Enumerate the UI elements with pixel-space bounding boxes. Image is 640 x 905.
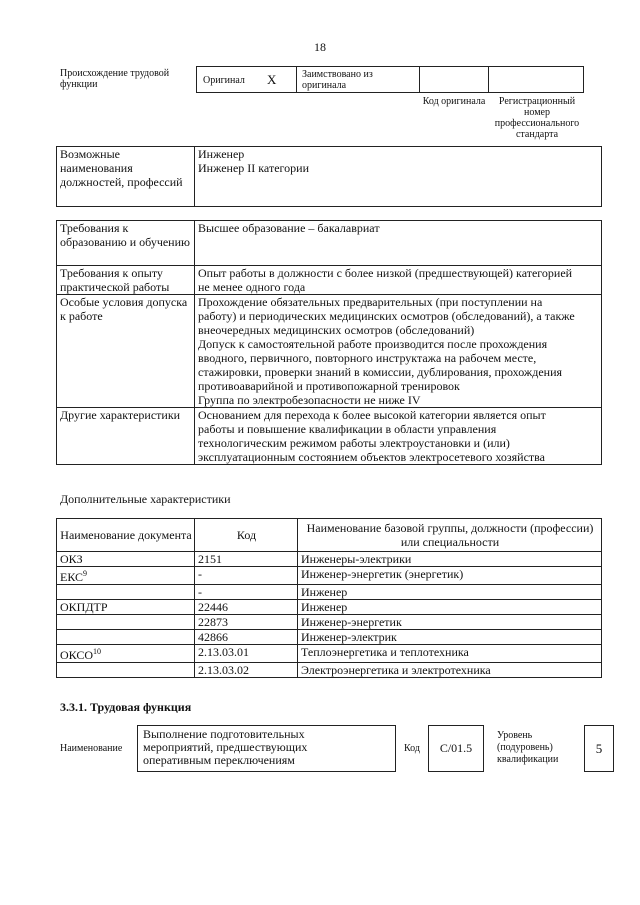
row-doc: ОКСО$^{10}$ [57, 645, 195, 663]
table-row [57, 585, 602, 600]
table-row [57, 567, 602, 585]
row-doc [57, 615, 195, 630]
original-label: Оригинал [203, 75, 245, 86]
req-experience-value: Опыт работы в должности с более низкой (предшествующей) категорией не менее одного года [195, 266, 602, 295]
level-value: 5 [584, 725, 614, 772]
row-code: - [195, 585, 298, 600]
req-other-value: Основанием для перехода к более высокой категории является опыт работы и повышение квалификации в области управления технологическим режимом работы электроустановки и (или) эксплуатационным состоянием объектов электросетевого хозяйства [195, 408, 602, 465]
additional-title: Дополнительные характеристики [60, 492, 231, 506]
section-heading: 3.3.1. Трудовая функция [60, 700, 192, 714]
reg-number-cell [488, 66, 584, 93]
table-row [57, 600, 602, 615]
row-name: Электроэнергетика и электротехника [298, 663, 602, 678]
code-original-cell [419, 66, 489, 93]
positions-values [195, 147, 602, 207]
table-row [57, 615, 602, 630]
row-doc [57, 630, 195, 645]
header-name: Наименование базовой группы, должности (профессии) или специальности [298, 519, 602, 552]
header-code: Код [195, 519, 298, 552]
original-mark: X [267, 72, 277, 87]
row-code: 22873 [195, 615, 298, 630]
row-name: Инженер [298, 585, 602, 600]
page-number: 18 [314, 40, 326, 54]
req-other-label: Другие характеристики [57, 408, 195, 465]
row-doc: ОКЗ [57, 552, 195, 567]
function-name-box [137, 725, 396, 772]
row-doc: ЕКС$^9$ [57, 567, 195, 585]
table-row [57, 645, 602, 663]
req-education-value: Высшее образование – бакалавриат [195, 221, 602, 266]
row-code: 2151 [195, 552, 298, 567]
header-doc: Наименование документа [57, 519, 195, 552]
row-name: Инженер-энергетик [298, 615, 602, 630]
req-special-value: Прохождение обязательных предварительных (при поступлении на работу) и периодических медицинских осмотров (обследований), а также внеочередных медицинских осмотров (обследований) Допуск к самостоятельной работе производится после прохождения вводного, первичного, повторного инструктажа на рабочем месте, стажировки, проверки знаний в комиссии, дублирования, прохождения противоаварийной и противопожарной тренировок Группа по электробезопасности не ниже IV [195, 295, 602, 408]
row-doc [57, 663, 195, 678]
row-code: 42866 [195, 630, 298, 645]
positions-label: Возможные наименования должностей, профессий [57, 147, 195, 207]
positions-table [56, 146, 602, 207]
function-name-line-2: мероприятий, предшествующих [143, 740, 308, 754]
row-name: Инженеры-электрики [298, 552, 602, 567]
borrowed-label: Заимствовано из оригинала [302, 69, 373, 91]
row-name: Инженер [298, 600, 602, 615]
function-name-line-3: оперативным переключениям [143, 753, 295, 767]
original-cell [196, 66, 297, 93]
req-special-label: Особые условия допуска к работе [57, 295, 195, 408]
row-code: 2.13.03.02 [195, 663, 298, 678]
requirements-table [56, 220, 602, 465]
reg-number-caption: Регистрационный номер профессионального стандарта [494, 96, 580, 140]
row-name: Теплоэнергетика и теплотехника [298, 645, 602, 663]
table-row [57, 663, 602, 678]
code-original-caption: Код оригинала [422, 96, 486, 107]
function-code-label: Код [404, 743, 420, 754]
position-1: Инженер [198, 147, 245, 161]
table-row [57, 630, 602, 645]
row-code: - [195, 567, 298, 585]
origin-label: Происхождение трудовой функции [60, 68, 170, 90]
table-row [57, 552, 602, 567]
position-2: Инженер II категории [198, 161, 309, 175]
req-experience-label: Требования к опыту практической работы [57, 266, 195, 295]
row-name: Инженер-энергетик (энергетик) [298, 567, 602, 585]
row-doc [57, 585, 195, 600]
function-name-line-1: Выполнение подготовительных [143, 727, 305, 741]
borrowed-cell [296, 66, 420, 93]
row-name: Инженер-электрик [298, 630, 602, 645]
additional-table [56, 518, 602, 678]
function-code-value: С/01.5 [428, 725, 484, 772]
row-code: 22446 [195, 600, 298, 615]
function-name-label: Наименование [60, 743, 123, 754]
level-label: Уровень (подуровень) квалификации [497, 730, 559, 765]
row-code: 2.13.03.01 [195, 645, 298, 663]
row-doc: ОКПДТР [57, 600, 195, 615]
req-education-label: Требования к образованию и обучению [57, 221, 195, 266]
